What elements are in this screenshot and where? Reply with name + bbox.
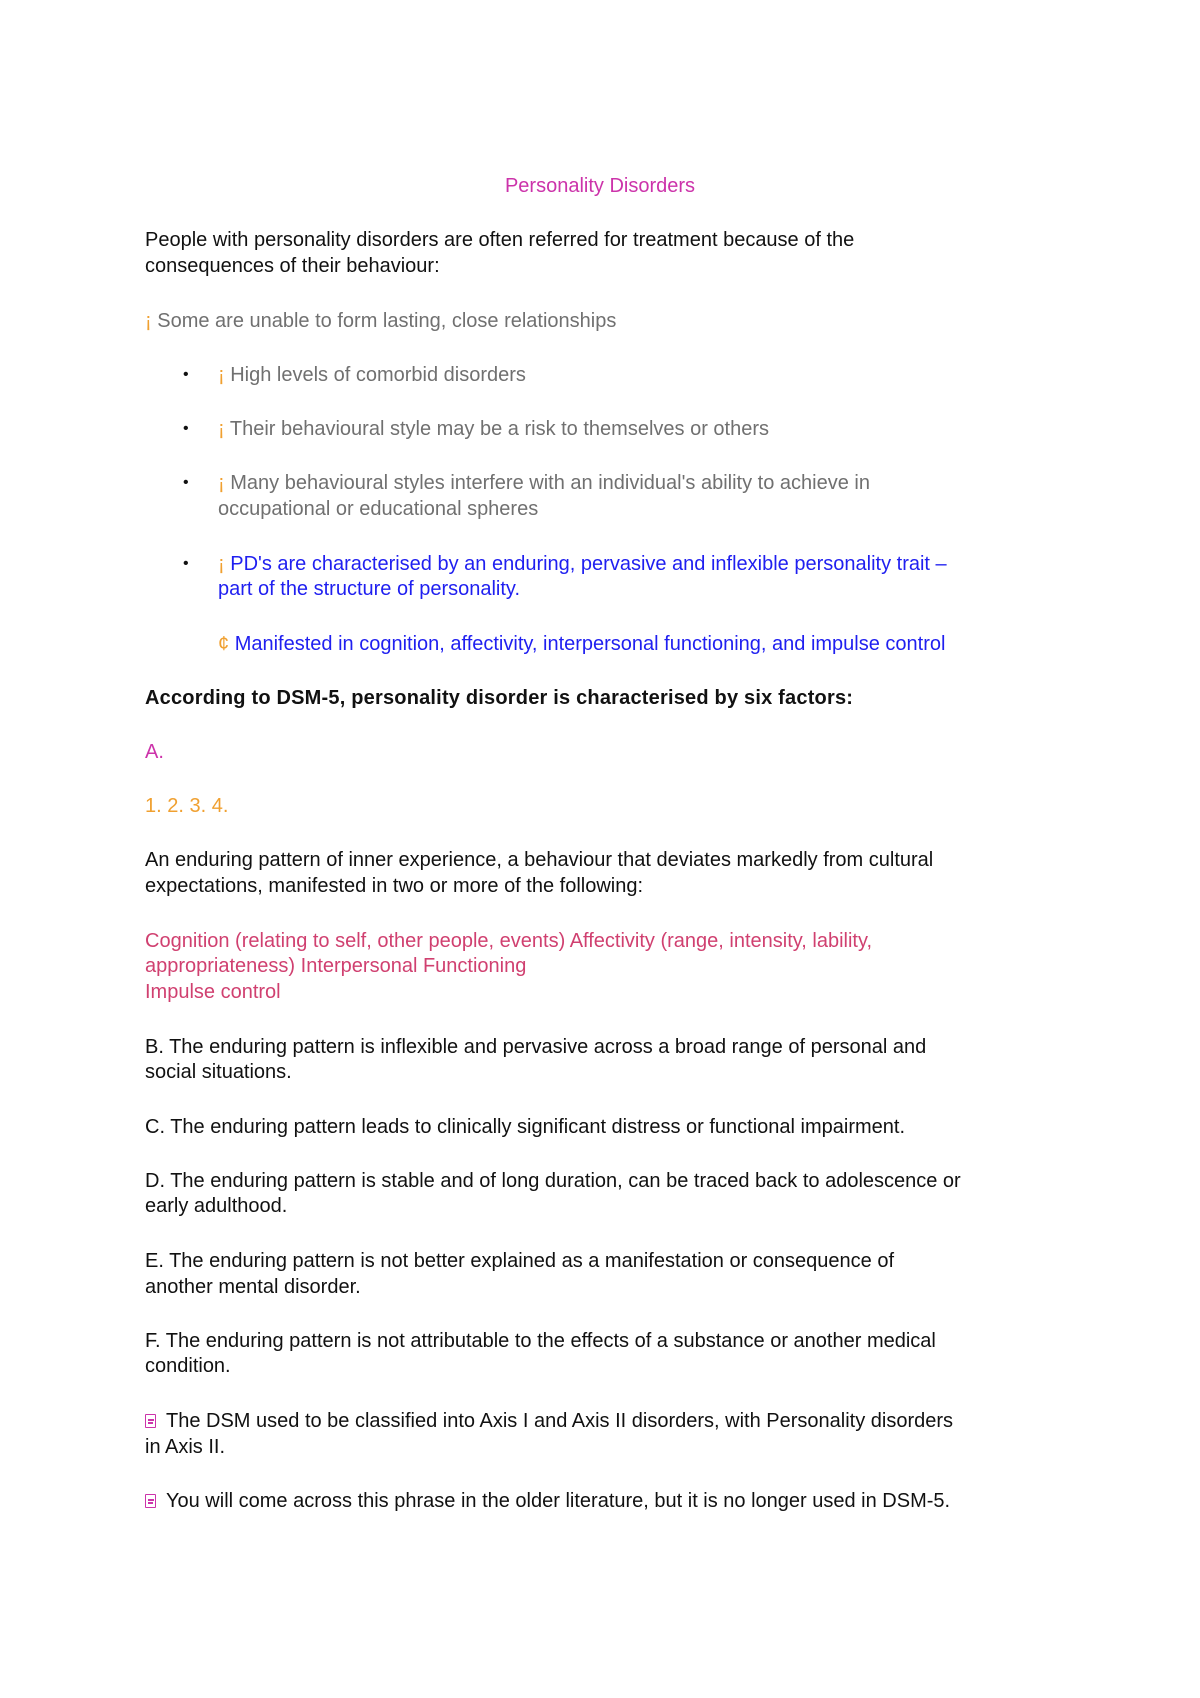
- page-title: Personality Disorders: [504, 175, 696, 197]
- criterion-a-numbering: 1. 2. 3. 4.: [145, 795, 229, 817]
- criterion-f-line-2: condition.: [145, 1355, 231, 1377]
- bullet-item: [218, 362, 526, 388]
- note-2-text: You will come across this phrase in the older literature, but it is no longer used in DSM-5.: [166, 1490, 951, 1512]
- bullet-dot: •: [183, 420, 189, 437]
- criterion-c: C. The enduring pattern leads to clinically significant distress or functional impairment.: [145, 1116, 905, 1138]
- first-point: [145, 308, 616, 334]
- document-icon: [145, 1494, 156, 1508]
- note-1: [145, 1408, 953, 1434]
- domain-line-2: appropriateness) Interpersonal Functioning: [145, 955, 527, 977]
- note-2: [145, 1488, 950, 1514]
- marker-glyph: ¡: [145, 310, 152, 332]
- bullet-dot: •: [183, 555, 189, 572]
- document-icon: [145, 1414, 156, 1428]
- criterion-a-line-2: expectations, manifested in two or more of the following:: [145, 875, 644, 897]
- bullet-text: Many behavioural styles interfere with an individual's ability to achieve in: [230, 472, 870, 494]
- criterion-a-label: A.: [145, 741, 164, 763]
- marker-glyph: ¡: [218, 418, 225, 440]
- marker-glyph: ¡: [218, 553, 225, 575]
- criterion-d-line-2: early adulthood.: [145, 1195, 288, 1217]
- note-1-line-2: in Axis II.: [145, 1436, 226, 1458]
- intro-line-1: People with personality disorders are often referred for treatment because of the: [145, 229, 855, 251]
- dsm-heading: According to DSM-5, personality disorder is characterised by six factors:: [145, 687, 854, 709]
- bullet-dot: •: [183, 474, 189, 491]
- criterion-b-line-1: B. The enduring pattern is inflexible and pervasive across a broad range of personal and: [145, 1036, 927, 1058]
- sub-point: [218, 631, 945, 657]
- bullet-item: [218, 470, 870, 496]
- criterion-b-line-2: social situations.: [145, 1061, 292, 1083]
- criterion-f-line-1: F. The enduring pattern is not attributable to the effects of a substance or another medical: [145, 1330, 936, 1352]
- intro-line-2: consequences of their behaviour:: [145, 255, 440, 277]
- note-1-text: The DSM used to be classified into Axis I and Axis II disorders, with Personality disorders: [166, 1410, 954, 1432]
- bullet-dot: •: [183, 366, 189, 383]
- bullet-text: High levels of comorbid disorders: [230, 364, 526, 386]
- criterion-a-line-1: An enduring pattern of inner experience, a behaviour that deviates markedly from cultural: [145, 849, 934, 871]
- bullet-text-continued: part of the structure of personality.: [218, 578, 521, 600]
- criterion-e-line-2: another mental disorder.: [145, 1276, 361, 1298]
- bullet-item: [218, 416, 769, 442]
- marker-glyph: ¡: [218, 364, 225, 386]
- marker-glyph: ¡: [218, 472, 225, 494]
- sub-point-text: Manifested in cognition, affectivity, interpersonal functioning, and impulse control: [234, 633, 946, 655]
- bullet-item: [218, 551, 947, 577]
- sub-marker-glyph: ¢: [218, 633, 230, 655]
- bullet-text: Their behavioural style may be a risk to themselves or others: [229, 418, 769, 440]
- domain-line-1: Cognition (relating to self, other people, events) Affectivity (range, intensity, lability,: [145, 930, 873, 952]
- first-point-text: Some are unable to form lasting, close relationships: [157, 310, 617, 332]
- bullet-text-continued: occupational or educational spheres: [218, 498, 539, 520]
- criterion-e-line-1: E. The enduring pattern is not better explained as a manifestation or consequence of: [145, 1250, 895, 1272]
- bullet-text: PD's are characterised by an enduring, pervasive and inflexible personality trait –: [230, 553, 947, 575]
- domain-line-3: Impulse control: [145, 981, 281, 1003]
- criterion-d-line-1: D. The enduring pattern is stable and of long duration, can be traced back to adolescence or: [145, 1170, 961, 1192]
